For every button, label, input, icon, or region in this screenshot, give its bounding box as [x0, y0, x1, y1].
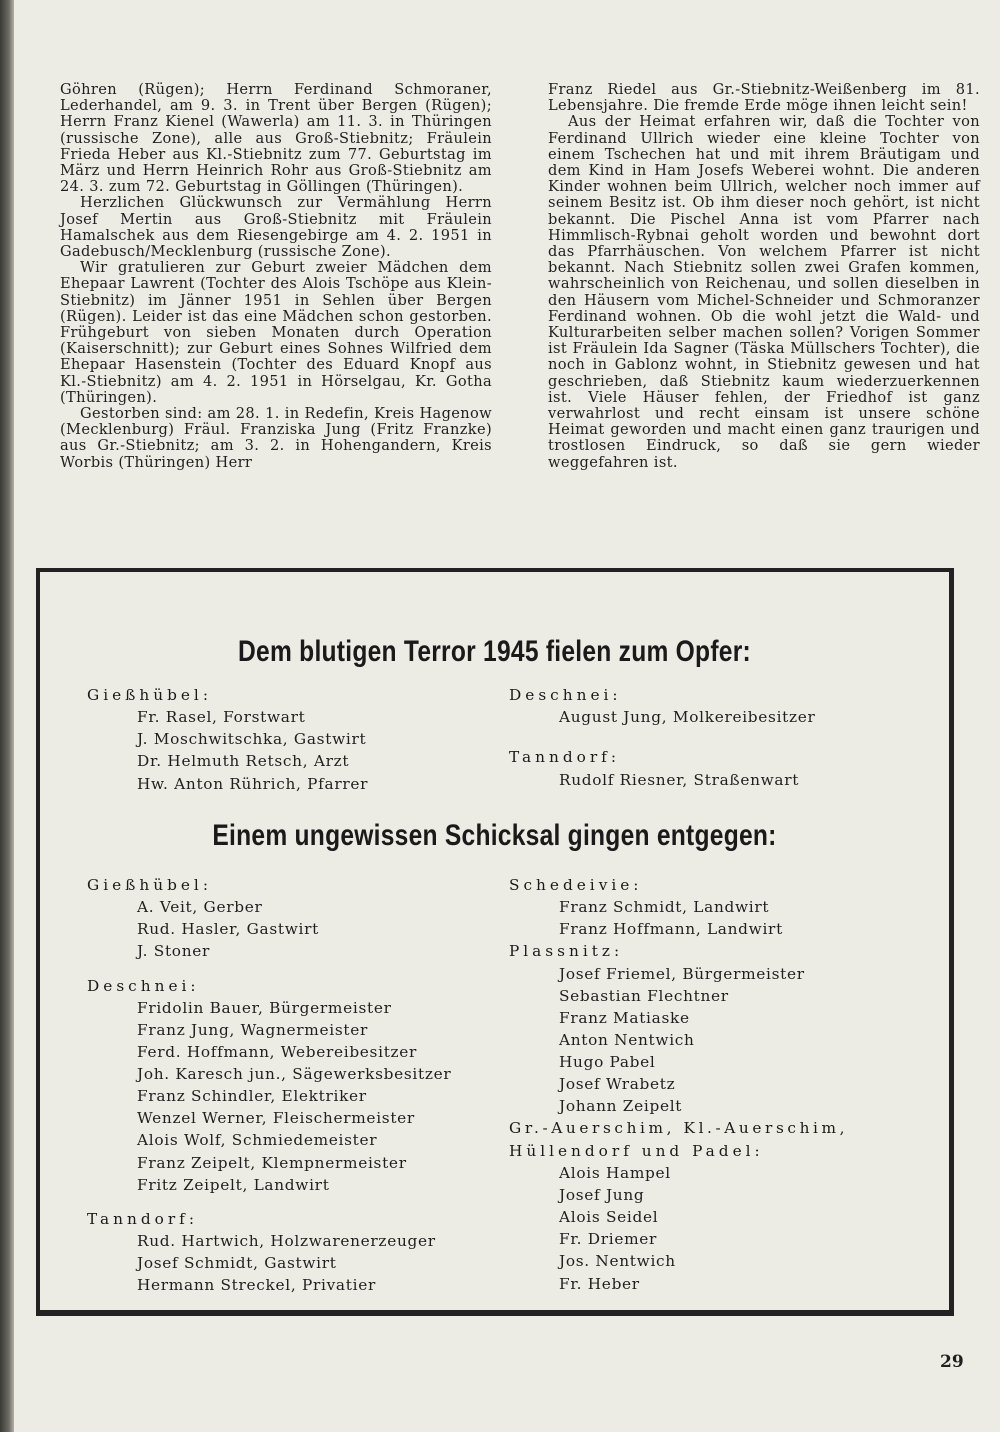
paragraph-homeland-news: Aus der Heimat erfahren wir, daß die Tochter von Ferdinand Ullrich wieder eine kleine Tochter von einem Tschechen hat und mit ihrem Bräutigam und dem Kind in Ham Josefs Weberei wohnt. Die anderen Kinder wohnen beim Ullrich, welcher noch immer auf seinem Besitz ist. Ob ihm dieser noch gehört, ist nicht bekannt. Die Pischel Anna ist vom Pfarrer nach Himmlisch-Rybnai geholt worden und bewohnt dort das Pfarrhäuschen. Von welchem Pfarrer ist nicht bekannt. Nach Stiebnitz sollen zwei Grafen kommen, wahrscheinlich von Reichenau, und sollen dieselben in den Häusern vom Michel-Schneider und Schmoranzer Ferdinand wohnen. Ob die wohl jetzt die Wald- und Kulturarbeiten selber machen sollen? Vorigen Sommer ist Fräulein Ida Sagner (Täska Müllschers Tochter), die noch in Gablonz wohnt, in Stiebnitz gewesen und hat geschrieben, daß Stiebnitz kaum wiederzuerkennen ist. Viele Häuser fehlen, der Friedhof ist ganz verwahrlost und recht einsam ist unsere schöne Heimat geworden und macht einen ganz traurigen und trostlosen Eindruck, so daß sie gern wieder weggefahren ist.: [548, 113, 980, 471]
list-item: Fr. Heber: [559, 1274, 640, 1293]
place-heading: Hüllendorf und Padel:: [509, 1141, 764, 1160]
list-item: Josef Jung: [559, 1186, 645, 1205]
fate-list-left: [87, 874, 507, 1296]
list-item: Rudolf Riesner, Straßenwart: [559, 770, 800, 789]
paragraph-wedding: Herzlichen Glückwunsch zur Vermählung Herrn Josef Mertin aus Groß-Stiebnitz mit Fräulein Hamalschek aus dem Riesengebirge am 4. 2. 1951 in Gadebusch/Mecklenburg (russische Zone).: [60, 194, 492, 261]
list-item: Franz Zeipelt, Klempnermeister: [137, 1153, 407, 1172]
terror-list-left: [87, 684, 507, 795]
list-item: J. Stoner: [137, 942, 211, 961]
heading-uncertain-fate: Einem ungewissen Schicksal gingen entgegen:: [212, 819, 777, 852]
list-item: Johann Zeipelt: [559, 1097, 683, 1116]
magazine-page: [14, 0, 1000, 1432]
memorial-box: [36, 568, 954, 1316]
list-item: Franz Matiaske: [559, 1008, 690, 1027]
list-item: Hugo Pabel: [559, 1053, 656, 1072]
list-item: August Jung, Molkereibesitzer: [559, 708, 816, 727]
paragraph-deaths: Gestorben sind: am 28. 1. in Redefin, Kreis Hagenow (Mecklenburg) Fräul. Franziska Jung (Fritz Franzke) aus Gr.-Stiebnitz; am 3. 2. in Hohengandern, Kreis Worbis (Thüringen) Herr: [60, 405, 492, 471]
place-heading: Gr.-Auerschim, Kl.-Auerschim,: [509, 1119, 849, 1138]
paragraph-deaths-continued: Franz Riedel aus Gr.-Stiebnitz-Weißenberg im 81. Lebensjahre. Die fremde Erde möge ihnen leicht sein!: [548, 81, 980, 115]
place-heading: Tanndorf:: [509, 748, 620, 767]
list-item: Franz Schindler, Elektriker: [137, 1087, 367, 1106]
place-heading: Plassnitz:: [509, 942, 624, 961]
right-text-column: [548, 82, 980, 471]
place-heading: Gießhübel:: [87, 876, 212, 894]
list-item: Jos. Nentwich: [559, 1252, 676, 1271]
heading-terror-victims: Dem blutigen Terror 1945 fielen zum Opfer:: [238, 635, 751, 668]
list-item: Alois Hampel: [559, 1164, 671, 1183]
list-item: Josef Friemel, Bürgermeister: [559, 964, 805, 983]
list-item: Alois Seidel: [559, 1208, 659, 1227]
list-item: Franz Hoffmann, Landwirt: [559, 920, 783, 939]
list-item: A. Veit, Gerber: [137, 898, 263, 917]
list-item: Hw. Anton Rührich, Pfarrer: [137, 774, 369, 793]
page-number: 29: [940, 1352, 964, 1372]
list-item: Fr. Rasel, Forstwart: [137, 708, 306, 727]
place-heading: Deschnei:: [509, 686, 622, 704]
list-item: Franz Jung, Wagnermeister: [137, 1020, 369, 1039]
place-heading: Gießhübel:: [87, 686, 212, 704]
list-item: Hermann Streckel, Privatier: [137, 1276, 376, 1295]
article-columns: [60, 82, 990, 532]
terror-list-right: [509, 684, 929, 791]
list-item: Josef Schmidt, Gastwirt: [137, 1254, 337, 1273]
list-item: Joh. Karesch jun., Sägewerksbesitzer: [137, 1065, 452, 1084]
paragraph-births: Wir gratulieren zur Geburt zweier Mädchen dem Ehepaar Lawrent (Tochter des Alois Tschöpe aus Klein-Stiebnitz) im Jänner 1951 in Sehlen über Bergen (Rügen). Leider ist das eine Mädchen schon gestorben. Frühgeburt von sieben Monaten durch Operation (Kaiserschnitt); zur Geburt eines Sohnes Wilfried dem Ehepaar Hasenstein (Tochter des Eduard Knopf aus Kl.-Stiebnitz) am 4. 2. 1951 in Hörselgau, Kr. Gotha (Thüringen).: [60, 259, 492, 406]
list-item: Sebastian Flechtner: [559, 986, 729, 1005]
list-item: Rud. Hartwich, Holzwarenerzeuger: [137, 1232, 436, 1251]
place-heading: Deschnei:: [87, 976, 200, 995]
list-item: Dr. Helmuth Retsch, Arzt: [137, 752, 350, 771]
list-item: Fridolin Bauer, Bürgermeister: [137, 998, 392, 1017]
place-heading: Schedeivie:: [509, 876, 643, 894]
list-item: Franz Schmidt, Landwirt: [559, 898, 770, 917]
list-item: Alois Wolf, Schmiedemeister: [137, 1131, 378, 1150]
list-item: Wenzel Werner, Fleischermeister: [137, 1109, 415, 1128]
place-heading: Tanndorf:: [87, 1209, 198, 1228]
list-item: Josef Wrabetz: [559, 1075, 676, 1094]
fate-list-right: [509, 874, 949, 1295]
paragraph-birthdays: Göhren (Rügen); Herrn Ferdinand Schmoraner, Lederhandel, am 9. 3. in Trent über Bergen (Rügen); Herrn Franz Kienel (Wawerla) am 11. 3. in Thüringen (russische Zone), alle aus Groß-Stiebnitz; Fräulein Frieda Heber aus Kl.-Stiebnitz zum 77. Geburtstag im März und Herrn Heinrich Rohr aus Groß-Stiebnitz am 24. 3. zum 72. Geburtstag in Göllingen (Thüringen).: [60, 81, 492, 196]
list-item: J. Moschwitschka, Gastwirt: [137, 730, 367, 749]
list-item: Fritz Zeipelt, Landwirt: [137, 1175, 330, 1194]
left-text-column: [60, 82, 492, 471]
list-item: Rud. Hasler, Gastwirt: [137, 920, 319, 939]
list-item: Anton Nentwich: [559, 1031, 695, 1050]
list-item: Fr. Driemer: [559, 1230, 658, 1249]
list-item: Ferd. Hoffmann, Webereibesitzer: [137, 1043, 418, 1062]
